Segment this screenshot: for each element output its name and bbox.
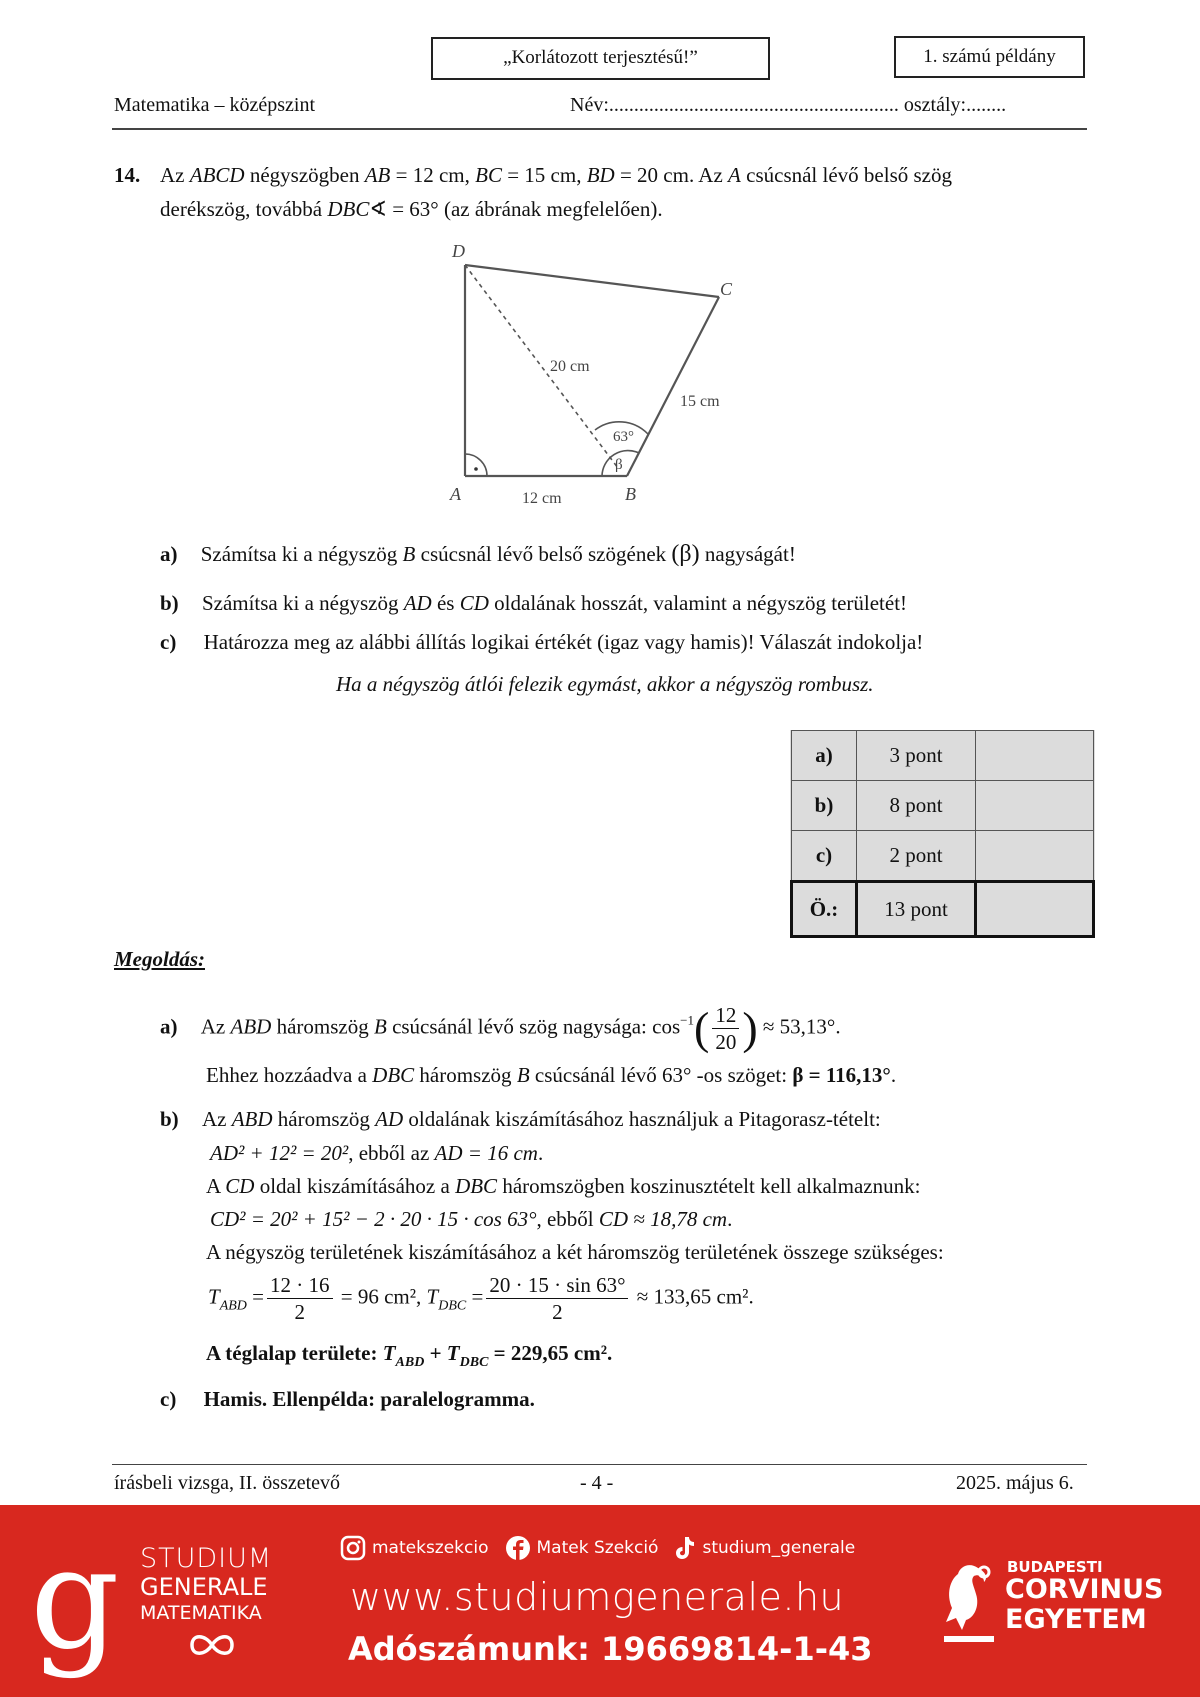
footer-left: írásbeli vizsga, II. összetevő — [114, 1472, 341, 1494]
score-earned-field[interactable] — [976, 781, 1094, 831]
brand-line-3: MATEMATIKA — [140, 1602, 262, 1624]
var: CD — [459, 591, 489, 615]
text: csúcsánál lévő szög nagysága: cos — [386, 1014, 681, 1039]
partner-line-3: EGYETEM — [1005, 1604, 1147, 1635]
solution-b-line-5: A négyszög területének kiszámításához a két háromszög területének összege szükséges: — [206, 1240, 944, 1264]
part-c — [160, 629, 923, 655]
text: Ehhez hozzáadva a — [206, 1063, 373, 1087]
score-total-row — [792, 882, 1094, 937]
text: Számítsa ki a négyszög — [200, 542, 403, 566]
text: = 12 cm, — [390, 163, 476, 187]
t-label: T — [426, 1284, 439, 1309]
var: DBC — [455, 1174, 498, 1198]
var: B — [402, 542, 416, 566]
restricted-distribution-box — [431, 37, 770, 80]
var: BD — [586, 163, 615, 187]
text: = 96 cm², — [335, 1284, 422, 1309]
denominator: 2 — [294, 1300, 305, 1324]
vertex-C: C — [720, 279, 733, 299]
instagram-icon — [340, 1535, 366, 1561]
part-label: c) — [160, 630, 177, 654]
text: , ebből — [536, 1207, 599, 1231]
header-divider — [112, 128, 1087, 130]
paren-open: ( — [693, 1002, 710, 1054]
denominator: 2 — [552, 1300, 563, 1324]
text: A — [206, 1174, 226, 1198]
result: CD ≈ 18,78 cm — [598, 1207, 728, 1231]
problem-number: 14. — [114, 163, 141, 187]
solution-b-line-2 — [210, 1140, 543, 1166]
part-b — [160, 590, 907, 616]
text: . — [727, 1207, 733, 1231]
label-beta: β — [615, 457, 623, 473]
var: BC — [475, 163, 502, 187]
sponsor-banner — [0, 1505, 1200, 1697]
name-class-field: Név:.......................................................... osztály:........ — [570, 94, 1007, 116]
facebook-page: Matek Szekció — [536, 1538, 659, 1558]
instagram-link[interactable] — [340, 1535, 489, 1561]
numerator: 12 · 16 — [267, 1272, 333, 1299]
var: DBC — [372, 1063, 415, 1087]
text: ≈ 133,65 cm². — [631, 1284, 754, 1309]
label-BD: 20 cm — [550, 358, 590, 375]
var: AD — [403, 591, 432, 615]
part-label: b) — [160, 591, 179, 615]
corvinus-raven-icon — [940, 1560, 1000, 1650]
solution-c — [160, 1386, 535, 1412]
result: AD = 16 cm — [434, 1141, 538, 1165]
solution-b-area-formulas: $T_{ABD}$ = $\frac{12 \cdot 16}{2}$ = 96 cm², $T_{DBC}$ = $\frac{20 \cdot 15 \cdot \sin 63^\circ}{2}$ ≈ 133,65 cm². — [208, 1273, 754, 1324]
text: ≈ 53,13°. — [757, 1014, 841, 1039]
diagonal-BD — [465, 265, 618, 468]
score-total-points: 13 pont — [857, 882, 976, 937]
facebook-link[interactable] — [505, 1535, 659, 1561]
partner-line-1: BUDAPESTI — [1007, 1558, 1103, 1576]
footer-divider — [112, 1464, 1087, 1465]
text: és — [431, 591, 460, 615]
total-area-result: = 229,65 cm². — [488, 1341, 613, 1365]
label-angle-63: 63° — [613, 429, 634, 445]
text: csúcsánál lévő 63° -os szöget: — [529, 1063, 793, 1087]
copy-label: 1. számú példány — [923, 46, 1056, 67]
footer-date: 2025. május 6. — [956, 1472, 1074, 1494]
solution-b-line-1 — [160, 1106, 881, 1132]
vertex-D: D — [452, 241, 465, 261]
beta-symbol: (β) — [671, 541, 700, 567]
text: nagyságát! — [699, 542, 796, 566]
t-label: T — [382, 1341, 396, 1365]
t-sub: DBC — [459, 1355, 489, 1370]
text: Számítsa ki a négyszög — [201, 591, 404, 615]
score-part: b) — [792, 781, 857, 831]
solution-a-line-1 — [160, 1002, 841, 1055]
vertex-B: B — [625, 484, 636, 504]
text: háromszög — [271, 1014, 374, 1039]
t-sub: ABD — [219, 1298, 247, 1314]
text: Az — [200, 1014, 231, 1039]
part-label: a) — [160, 542, 178, 566]
text: háromszög — [272, 1107, 376, 1131]
score-points: 2 pont — [857, 831, 976, 882]
score-earned-field[interactable] — [976, 731, 1094, 781]
var: ABD — [231, 1107, 273, 1131]
right-angle-dot — [474, 467, 478, 471]
instagram-handle: matekszekcio — [372, 1538, 489, 1558]
text: derékszög, továbbá — [160, 197, 328, 221]
brand-line-1: STUDIUM — [140, 1543, 273, 1574]
fraction — [267, 1272, 333, 1325]
partner-line-2: CORVINUS — [1005, 1574, 1164, 1605]
denominator: 20 — [715, 1030, 737, 1054]
text: . — [537, 1141, 544, 1165]
text: ∢ = 63° — [369, 197, 439, 221]
facebook-icon — [505, 1535, 531, 1561]
text: = 15 cm, — [501, 163, 587, 187]
text: Hamis. Ellenpélda: paralelogramma. — [203, 1387, 535, 1411]
tiktok-handle: studium_generale — [702, 1538, 856, 1558]
text: Az — [201, 1107, 232, 1131]
part-label: b) — [160, 1107, 179, 1131]
score-part: c) — [792, 831, 857, 882]
text: oldalának hosszát, valamint a négyszög területét! — [488, 591, 908, 615]
statement: Ha a négyszög átlói felezik egymást, akkor a négyszög rombusz. — [336, 672, 874, 696]
text: háromszögben koszinusztételt kell alkalmaznunk: — [497, 1174, 921, 1198]
text: háromszög — [414, 1063, 517, 1087]
paren-close: ) — [742, 1002, 758, 1054]
label-BC: 15 cm — [680, 393, 720, 410]
restricted-label: „Korlátozott terjesztésű!” — [503, 47, 698, 68]
text: A téglalap területe: — [206, 1341, 383, 1365]
copy-number-box — [894, 36, 1085, 78]
var: AB — [364, 163, 391, 187]
social-links — [340, 1535, 855, 1561]
solution-b-line-4 — [210, 1206, 732, 1232]
page-number: - 4 - — [580, 1472, 614, 1494]
score-earned-field[interactable] — [976, 831, 1094, 882]
t-sub: DBC — [438, 1298, 467, 1314]
numerator: 12 — [712, 1002, 739, 1029]
var: AD — [375, 1107, 404, 1131]
var: ABCD — [189, 163, 245, 187]
subject-title: Matematika – középszint — [114, 94, 316, 116]
var: CD — [225, 1174, 255, 1198]
text: Határozza meg az alábbi állítás logikai értékét (igaz vagy hamis)! Válaszát indokolja! — [203, 630, 924, 654]
side-DC — [465, 265, 719, 297]
solution-b-line-3 — [206, 1173, 920, 1199]
equation: CD² = 20² + 15² − 2 · 20 · 15 · cos 63° — [210, 1207, 537, 1231]
score-total-earned-field[interactable] — [976, 882, 1094, 937]
score-table — [790, 730, 1095, 938]
vertex-A: A — [450, 484, 461, 504]
text: oldalának kiszámításához használjuk a Pitagorasz-tételt: — [403, 1107, 881, 1131]
text: = 20 cm. Az — [614, 163, 729, 187]
tiktok-icon — [674, 1535, 696, 1561]
text: csúcsnál lévő belső szögének — [415, 542, 672, 566]
quadrilateral-figure — [430, 235, 760, 515]
var: ABD — [230, 1014, 272, 1039]
text: csúcsnál lévő belső szög — [740, 163, 952, 187]
var: B — [516, 1063, 530, 1087]
website-link[interactable]: www.studiumgenerale.hu — [350, 1575, 845, 1619]
part-a — [160, 541, 796, 567]
score-points: 8 pont — [857, 781, 976, 831]
side-CB — [627, 297, 719, 476]
fraction — [712, 1002, 739, 1055]
var: B — [373, 1014, 387, 1039]
tiktok-link[interactable] — [674, 1535, 855, 1561]
score-row — [792, 831, 1094, 882]
score-row — [792, 781, 1094, 831]
text: oldal kiszámításához a — [254, 1174, 456, 1198]
right-angle-arc — [465, 454, 487, 476]
inverse-exponent: −1 — [680, 1012, 694, 1028]
studium-generale-logo: g — [30, 1518, 120, 1681]
text: (az ábrának megfelelően). — [438, 197, 663, 221]
text: négyszögben — [244, 163, 365, 187]
score-part: a) — [792, 731, 857, 781]
problem-intro-line-1 — [160, 162, 952, 188]
text: + — [424, 1341, 447, 1365]
problem-intro-line-2 — [160, 196, 663, 222]
solution-b-total-area — [206, 1340, 613, 1370]
score-row — [792, 731, 1094, 781]
infinity-icon — [187, 1630, 237, 1660]
var: DBC — [327, 197, 370, 221]
t-label: T — [446, 1341, 460, 1365]
text: Az — [160, 163, 190, 187]
label-AB: 12 cm — [522, 490, 562, 507]
part-label: c) — [160, 1387, 177, 1411]
solution-heading: Megoldás: — [114, 947, 205, 971]
score-total-label: Ö.: — [792, 882, 857, 937]
text: . — [890, 1063, 897, 1087]
score-points: 3 pont — [857, 731, 976, 781]
fraction — [486, 1272, 628, 1325]
text: , ebből az — [348, 1141, 435, 1165]
numerator: 20 · 15 · sin 63° — [486, 1272, 628, 1299]
tax-number: Adószámunk: 19669814-1-43 — [348, 1630, 873, 1668]
t-label: T — [208, 1284, 220, 1309]
part-label: a) — [160, 1014, 178, 1039]
solution-a-line-2 — [206, 1062, 896, 1088]
brand-line-2: GENERALE — [140, 1573, 268, 1601]
equation: AD² + 12² = 20² — [210, 1141, 349, 1165]
t-sub: ABD — [395, 1355, 425, 1370]
var: A — [728, 163, 741, 187]
beta-result: β = 116,13° — [792, 1063, 891, 1087]
